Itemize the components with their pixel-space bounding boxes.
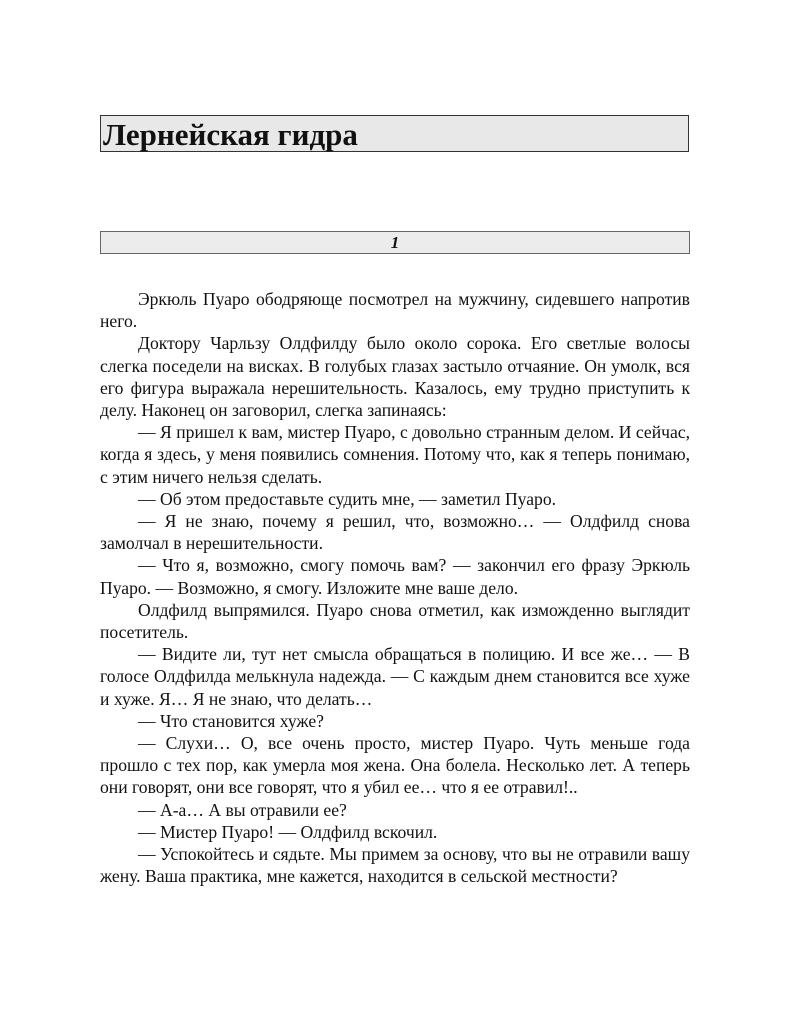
body-text [100, 288, 690, 887]
paragraph: Доктору Чарльзу Олдфилду было около сорока. Его светлые волосы слегка поседели на висках. В голубых глазах застыло отчаяние. Он умолк, вся его фигура выражала нерешительность. Казалось, ему трудно приступить к делу. Наконец он заговорил, слегка запинаясь: [100, 333, 690, 421]
paragraph: — Видите ли, тут нет смысла обращаться в полицию. И все же… — В голосе Олдфилда мелькнула надежда. — С каждым днем становится все хуже и хуже. Я… Я не знаю, что делать… [100, 644, 690, 709]
page-title: Лернейская гидра [103, 117, 358, 152]
chapter-number: 1 [390, 233, 400, 252]
paragraph: Эркюль Пуаро ободряюще посмотрел на мужчину, сидевшего напротив него. [100, 289, 690, 332]
paragraph: — Я пришел к вам, мистер Пуаро, с довольно странным делом. И сейчас, когда я здесь, у меня появились сомнения. Потому что, как я теперь понимаю, с этим ничего нельзя сделать. [100, 422, 690, 487]
paragraph: — А-а… А вы отравили ее? [138, 799, 347, 820]
paragraph: — Об этом предоставьте судить мне, — заметил Пуаро. [138, 488, 557, 509]
title-box [100, 115, 689, 152]
paragraph: — Что становится хуже? [138, 710, 324, 731]
paragraph: Олдфилд выпрямился. Пуаро снова отметил, как изможденно выглядит посетитель. [100, 599, 690, 643]
paragraph: — Успокойтесь и сядьте. Мы примем за основу, что вы не отравили вашу жену. Ваша практика, мне кажется, находится в сельской местности? [100, 844, 690, 887]
paragraph: — Что я, возможно, смогу помочь вам? — закончил его фразу Эркюль Пуаро. — Возможно, я смогу. Изложите мне ваше дело. [100, 555, 690, 598]
chapter-heading-box [100, 231, 690, 254]
paragraph: — Мистер Пуаро! — Олдфилд вскочил. [138, 821, 438, 842]
paragraph: — Слухи… О, все очень просто, мистер Пуаро. Чуть меньше года прошло с тех пор, как умерла моя жена. Она болела. Несколько лет. А теперь они говорят, они все говорят, что я убил ее… что я ее отравил!.. [100, 733, 690, 798]
paragraph: — Я не знаю, почему я решил, что, возможно… — Олдфилд снова замолчал в нерешительности. [100, 511, 690, 554]
